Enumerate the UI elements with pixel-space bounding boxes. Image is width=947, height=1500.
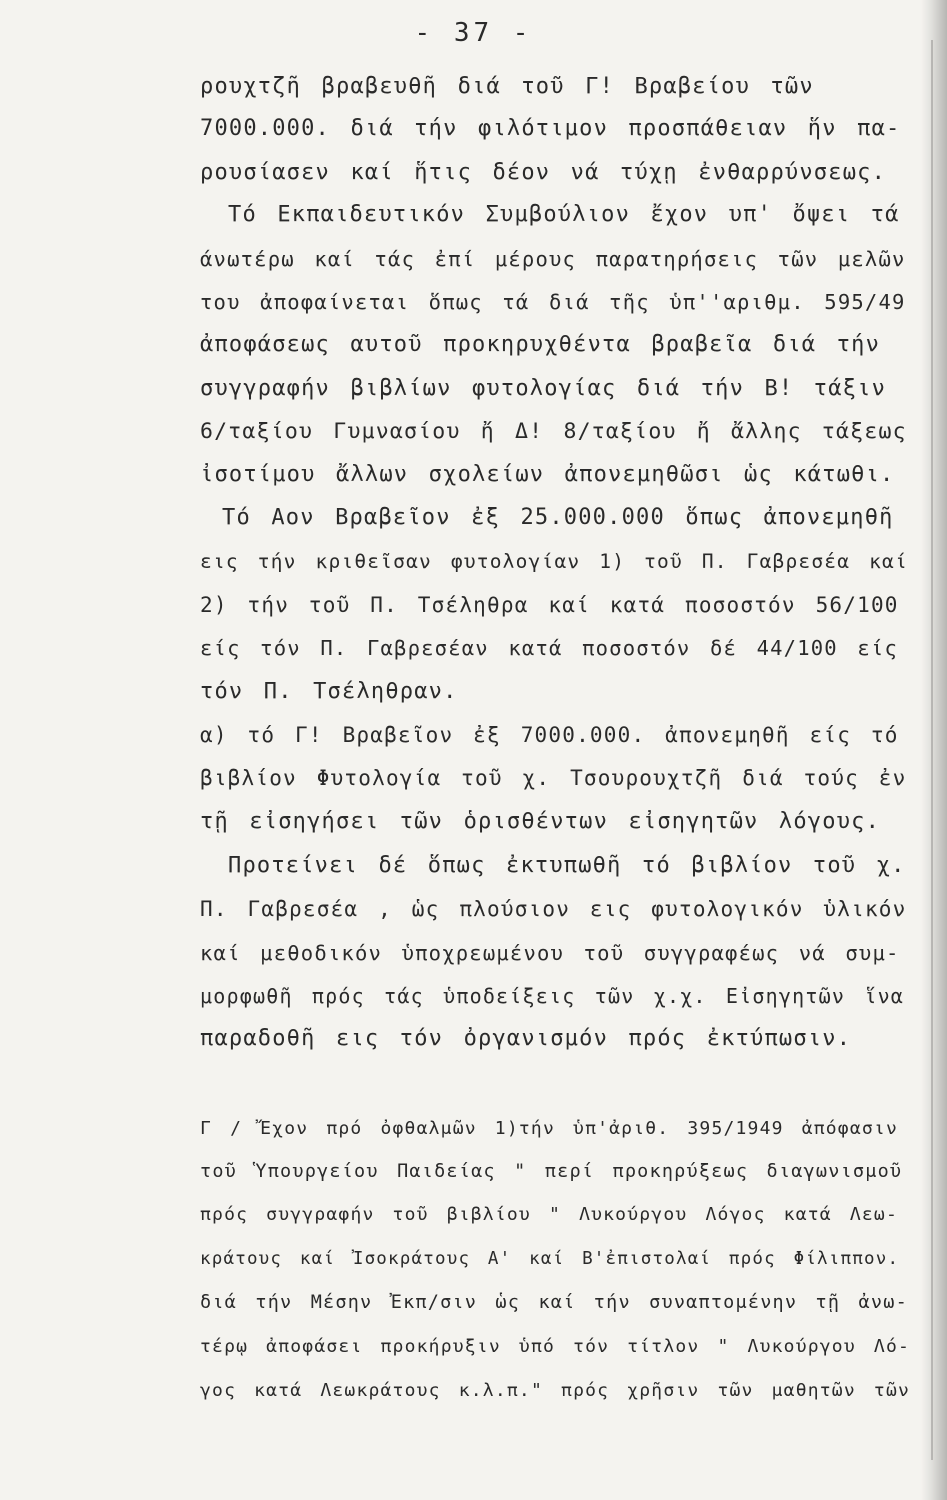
text-line: τέρῳ ἀποφάσει προκήρυξιν ὑπό τόν τίτλον " Λυκούργου Λό- [200, 1336, 911, 1357]
text-line: τῇ εἰσηγήσει τῶν ὁρισθέντων εἰσηγητῶν λόγους. [200, 809, 881, 834]
text-line: γος κατά Λεωκράτους κ.λ.π." πρός χρῆσιν τῶν μαθητῶν τῶν [200, 1380, 911, 1401]
text-line: Γ / Ἔχον πρό ὀφθαλμῶν 1)τήν ὑπ'ἀριθ. 395/1949 ἀπόφασιν [200, 1118, 898, 1139]
text-line: άνωτέρω καί τάς ἐπί μέρους παρατηρήσεις τῶν μελῶν [200, 247, 906, 271]
page-edge-shadow [921, 0, 947, 1500]
text-line: μορφωθῆ πρός τάς ὑποδείξεις τῶν χ.χ. Εἰσηγητῶν ἵνα [200, 984, 905, 1008]
text-line: διά τήν Μέσην Ἐκπ/σιν ὡς καί τήν συναπτομένην τῇ ἀνω- [200, 1292, 908, 1313]
text-line: Τό Αον Βραβεῖον ἐξ 25.000.000 ὅπως ἀπονεμηθῆ [222, 505, 894, 530]
text-line: 2) τήν τοῦ Π. Τσέληθρα καί κατά ποσοστόν 56/100 [200, 593, 899, 617]
text-line: τόν Π. Τσέληθραν. [200, 679, 458, 704]
text-line: Τό Εκπαιδευτικόν Συμβούλιον ἔχον υπ' ὄψει τά [228, 202, 900, 227]
text-line: καί μεθοδικόν ὑποχρεωμένου τοῦ συγγραφέως νά συμ- [200, 941, 900, 965]
text-line: βιβλίον Φυτολογία τοῦ χ. Τσουρουχτζῆ διά τούς ἐν [200, 766, 907, 790]
text-line: ἀποφάσεως αυτοῦ προκηρυχθέντα βραβεῖα διά τήν [200, 332, 881, 357]
text-line: του ἀποφαίνεται ὅπως τά διά τῆς ὑπ''αριθμ. 595/49 [200, 290, 906, 314]
text-line: συγγραφήν βιβλίων φυτολογίας διά τήν Β! τάξιν [200, 376, 887, 401]
text-line: ρουσίασεν καί ἥτις δέον νά τύχῃ ἐνθαρρύνσεως. [200, 160, 887, 185]
text-line: παραδοθῆ εις τόν ὀργανισμόν πρός ἐκτύπωσιν. [200, 1026, 852, 1051]
text-line: Π. Γαβρεσέα , ὡς πλούσιον εις φυτολογικόν ὑλικόν [200, 897, 907, 921]
text-line: 6/ταξίου Γυμνασίου ἤ Δ! 8/ταξίου ἤ ἄλλης τάξεως [200, 419, 907, 444]
text-line: κράτους καί Ἰσοκράτους Α' καί Β'ἐπιστολαί πρός Φίλιππον. [200, 1249, 900, 1269]
text-line: ἰσοτίμου ἄλλων σχολείων ἀπονεμηθῶσι ὡς κάτωθι. [200, 462, 895, 487]
page-edge-line [931, 40, 933, 1460]
text-line: Προτείνει δέ ὅπως ἐκτυπωθῆ τό βιβλίον τοῦ χ. [228, 853, 906, 878]
text-line: πρός συγγραφήν τοῦ βιβλίου " Λυκούργου Λόγος κατά Λεω- [200, 1204, 898, 1225]
text-line: τοῦ Ὑπουργείου Παιδείας " περί προκηρύξεως διαγωνισμοῦ [200, 1161, 903, 1182]
text-line: εις τήν κριθεῖσαν φυτολογίαν 1) τοῦ Π. Γαβρεσέα καί [200, 550, 908, 573]
text-line: 7000.000. διά τήν φιλότιμον προσπάθειαν ἥν πα- [200, 116, 901, 141]
text-line: α) τό Γ! Βραβεῖον ἐξ 7000.000. ἀπονεμηθῆ είς τό [200, 723, 899, 747]
page-number: - 37 - [414, 18, 533, 48]
text-line: ρουχτζῆ βραβευθῆ διά τοῦ Γ! Βραβείου τῶν [200, 74, 814, 99]
text-line: είς τόν Π. Γαβρεσέαν κατά ποσοστόν δέ 44/100 είς [200, 636, 899, 660]
